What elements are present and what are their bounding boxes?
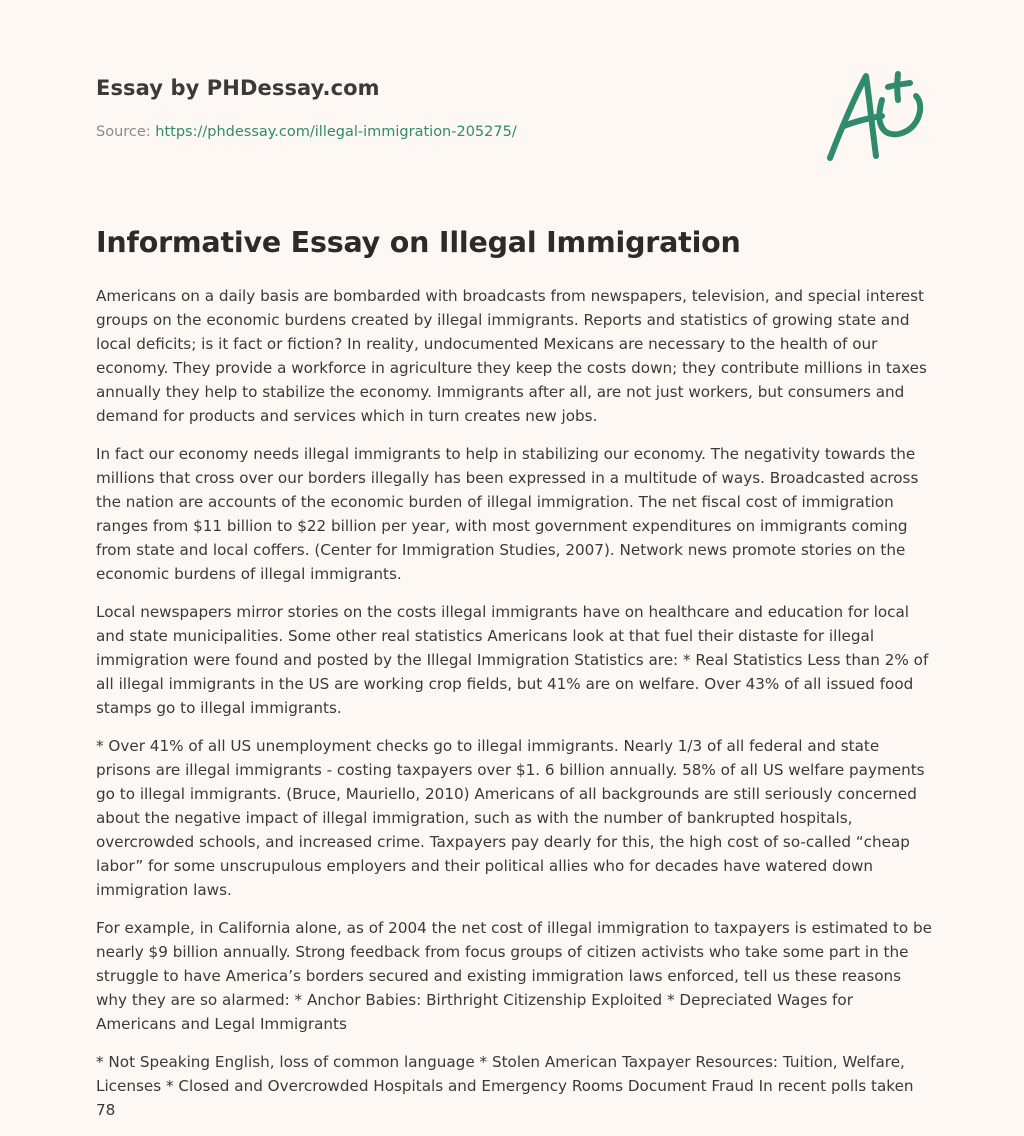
essay-body [96,284,934,1136]
site-brand: Essay by PHDessay.com [96,76,380,100]
source-label: Source: [96,124,151,140]
essay-paragraph: For example, in California alone, as of 2004 the net cost of illegal immigration to taxpayers is estimated to be nearly $9 billion annually. Strong feedback from focus groups of citizen activists who take some part in the struggle to have America’s borders secured and existing immigration laws enforced, tell us these reasons why they are so alarmed: * Anchor Babies: Birthright Citizenship Exploited * Depreciated Wages for Americans and Legal Immigrants [96,919,932,1033]
essay-paragraph: * Over 41% of all US unemployment checks go to illegal immigrants. Nearly 1/3 of all federal and state prisons are illegal immigrants - costing taxpayers over $1. 6 billion annually. 58% of all US welfare payments go to illegal immigrants. (Bruce, Mauriello, 2010) Americans of all backgrounds are still seriously concerned about the negative impact of illegal immigration, such as with the number of bankrupted hospitals, overcrowded schools, and increased crime. Taxpayers pay dearly for this, the high cost of so-called “cheap labor” for some unscrupulous employers and their political allies who for decades have watered down immigration laws. [96,737,925,899]
source-line [96,124,517,140]
essay-title: Informative Essay on Illegal Immigration [96,226,741,259]
a-plus-grade-icon [822,66,930,166]
essay-paragraph: Americans on a daily basis are bombarded with broadcasts from newspapers, television, and special interest groups on the economic burdens created by illegal immigrants. Reports and statistics of growing state and local deficits; is it fact or fiction? In reality, undocumented Mexicans are necessary to the health of our economy. They provide a workforce in agriculture they keep the costs down; they contribute millions in taxes annually they help to stabilize the economy. Immigrants after all, are not just workers, but consumers and demand for products and services which in turn creates new jobs. [96,287,927,425]
essay-paragraph: In fact our economy needs illegal immigrants to help in stabilizing our economy. The negativity towards the millions that cross over our borders illegally has been expressed in a multitude of ways. Broadcasted across the nation are accounts of the economic burden of illegal immigration. The net fiscal cost of immigration ranges from $11 billion to $22 billion per year, with most government expenditures on immigrants coming from state and local coffers. (Center for Immigration Studies, 2007). Network news promote stories on the economic burdens of illegal immigrants. [96,445,919,583]
source-link[interactable]: https://phdessay.com/illegal-immigration-205275/ [155,124,517,140]
essay-paragraph: Local newspapers mirror stories on the costs illegal immigrants have on healthcare and education for local and state municipalities. Some other real statistics Americans look at that fuel their distaste for illegal immigration were found and posted by the Illegal Immigration Statistics are: * Real Statistics Less than 2% of all illegal immigrants in the US are working crop fields, but 41% are on welfare. Over 43% of all issued food stamps go to illegal immigrants. [96,603,929,717]
essay-paragraph: * Not Speaking English, loss of common language * Stolen American Taxpayer Resources: Tuition, Welfare, Licenses * Closed and Overcrowded Hospitals and Emergency Rooms Document Fraud In recent polls taken 78 [96,1053,914,1119]
